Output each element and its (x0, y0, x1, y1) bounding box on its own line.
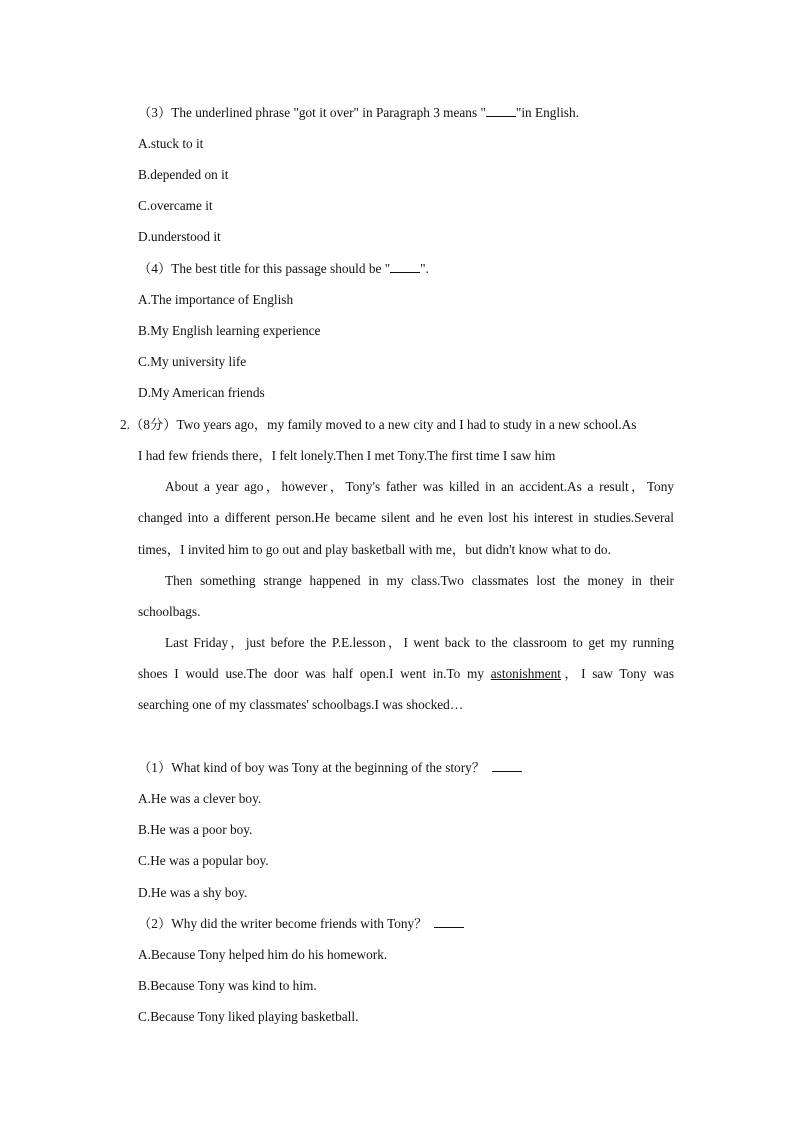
question-3-number: （3） (138, 105, 172, 120)
option-d: D.understood it (138, 229, 221, 244)
passage-line: Last Friday，just before the P.E.lesson，I went back to the classroom to get my running (165, 635, 674, 650)
answer-blank (486, 104, 516, 117)
answer-blank (492, 759, 522, 772)
option-d: D.He was a shy boy. (138, 885, 248, 900)
question-1-number: （1） (138, 760, 172, 775)
question-2-text: Why did the writer become friends with Tony？ (171, 916, 428, 931)
option-c: C.overcame it (138, 198, 213, 213)
question-3-text-after: "in English. (515, 105, 579, 120)
question-3-stem (138, 104, 579, 122)
question-4-text-before: The best title for this passage should be " (171, 261, 391, 276)
option-b: B.He was a poor boy. (138, 822, 253, 837)
question-4-number: （4） (138, 261, 172, 276)
passage-line-with-underline (138, 665, 674, 683)
question-4-text-after: ". (420, 261, 429, 276)
option-d: D.My American friends (138, 385, 265, 400)
passage-line: Then something strange happened in my class.Two classmates lost the money in their (165, 573, 674, 588)
passage-line: changed into a different person.He became silent and he even lost his interest in studies.Several (138, 510, 674, 525)
option-b: B.Because Tony was kind to him. (138, 978, 317, 993)
option-a: A.The importance of English (138, 292, 294, 307)
passage-line: searching one of my classmates' schoolbags.I was shocked… (138, 697, 464, 712)
option-c: C.Because Tony liked playing basketball. (138, 1009, 359, 1024)
question-2-number: （2） (138, 916, 172, 931)
option-c: C.He was a popular boy. (138, 853, 269, 868)
passage-line: About a year ago，however，Tony's father was killed in an accident.As a result，Tony (165, 479, 674, 494)
passage-line: Two years ago，my family moved to a new city and I had to study in a new school.As (176, 417, 637, 432)
underlined-word: astonishment (490, 666, 561, 681)
option-b: B.My English learning experience (138, 323, 321, 338)
passage-line: times，I invited him to go out and play basketball with me，but didn't know what to do. (138, 542, 611, 557)
passage-text: shoes I would use.The door was half open.I went in.To my (138, 666, 485, 681)
question-4-stem (138, 260, 429, 278)
option-a: A.He was a clever boy. (138, 791, 262, 806)
option-c: C.My university life (138, 354, 247, 369)
question-1-text: What kind of boy was Tony at the beginning of the story？ (171, 760, 486, 775)
question-1-stem (138, 759, 522, 777)
answer-blank (434, 915, 464, 928)
option-a: A.Because Tony helped him do his homework. (138, 947, 388, 962)
question-2-stem (138, 915, 464, 933)
option-a: A.stuck to it (138, 136, 204, 151)
problem-number: 2. (120, 417, 130, 432)
question-3-text-before: The underlined phrase "got it over" in Paragraph 3 means " (171, 105, 486, 120)
passage-text: ，I saw Tony was (560, 666, 674, 681)
problem-points: （8分） (129, 417, 177, 432)
problem-2-first-line (120, 416, 636, 434)
answer-blank (390, 260, 420, 273)
passage-line: I had few friends there，I felt lonely.Then I met Tony.The first time I saw him (138, 448, 556, 463)
option-b: B.depended on it (138, 167, 229, 182)
passage-line: schoolbags. (138, 604, 201, 619)
